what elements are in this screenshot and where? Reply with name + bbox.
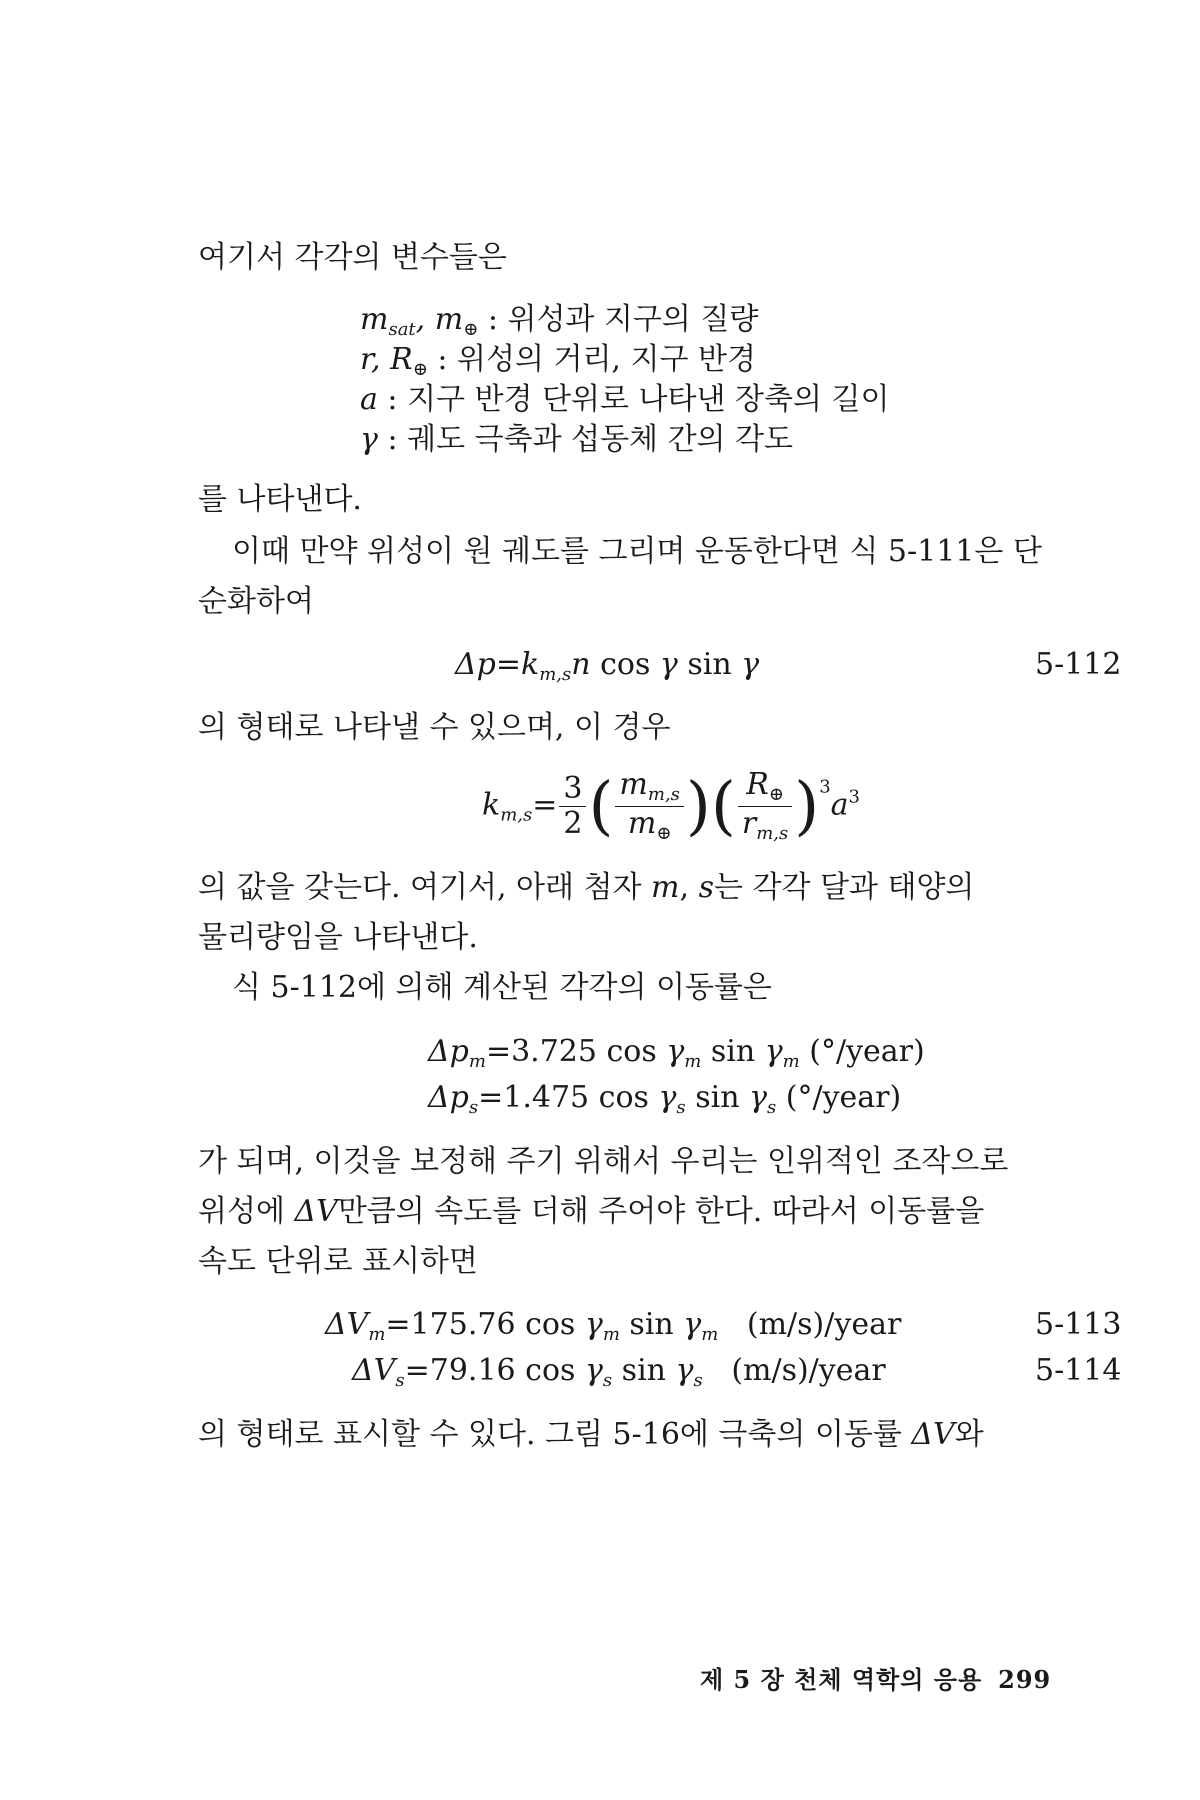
equation-dpm: $\Delta p_m=3.725$ $\cos \gamma_m$ $\sin \gamma_m$ (°/year) (428, 1034, 925, 1072)
paragraph-figure-reference: 의 형태로 표시할 수 있다. 그림 5-16에 극축의 이동률 ΔV와 (198, 1417, 984, 1452)
equation-kms: $k_{m,s}=$ $\frac{3}{2}$ ( $\frac{m_{m,s}}{m_\oplus}$ )( $\frac{R_\oplus}{r_{m,s}}$ )$^3a^3$ (482, 767, 860, 844)
paragraph-correction: 가 되며, 이것을 보정해 주기 위해서 우리는 인위적인 조작으로 (198, 1144, 1009, 1179)
page-number: 299 (998, 1665, 1052, 1694)
paragraph-form: 의 형태로 나타낼 수 있으며, 이 경우 (198, 710, 671, 745)
definition-radius (360, 342, 756, 380)
equation-number-5-113: 5-113 (1035, 1307, 1122, 1342)
equation-5-113: $\Delta V_m=175.76$ $\cos \gamma_m$ $\sin \gamma_m$ (m/s)/year (325, 1307, 902, 1345)
paragraph-rates: 식 5-112에 의해 계산된 각각의 이동률은 (232, 970, 772, 1005)
paragraph-simplify: 순화하여 (198, 584, 314, 619)
definition-text: : 지구 반경 단위로 나타낸 장축의 길이 (377, 382, 890, 417)
definition-angle (360, 422, 794, 457)
definition-text: : 궤도 극축과 섭동체 간의 각도 (377, 422, 794, 457)
fraction-mass-ratio: $\frac{m_{m,s}}{m_\oplus}$ (615, 770, 683, 843)
definition-symbol: a (360, 382, 378, 417)
definition-text: : 위성의 거리, 지구 반경 (427, 342, 756, 377)
paragraph-velocity: 위성에 ΔV만큼의 속도를 더해 주어야 한다. 따라서 이동률을 (198, 1194, 985, 1229)
paragraph-represents: 를 나타낸다. (198, 482, 362, 517)
definition-mass (360, 302, 759, 340)
paragraph-circular-orbit: 이때 만약 위성이 원 궤도를 그리며 운동한다면 식 5-111은 단 (232, 534, 1042, 569)
paragraph-intro: 여기서 각각의 변수들은 (198, 240, 507, 275)
equation-dps: $\Delta p_s=1.475$ $\cos \gamma_s$ $\sin \gamma_s$ (°/year) (428, 1080, 902, 1118)
definition-symbol: r, $R_\oplus$ (360, 342, 428, 380)
equation-5-114: $\Delta V_s=79.16$ $\cos \gamma_s$ $\sin \gamma_s$ (m/s)/year (352, 1353, 886, 1391)
paragraph-units: 속도 단위로 표시하면 (198, 1244, 478, 1279)
definition-semimajor (360, 382, 890, 417)
equation-5-112: $\Delta p=k_{m,s}n$ cos γ sin γ (455, 647, 760, 685)
fraction-radius-ratio: $\frac{R_\oplus}{r_{m,s}}$ (738, 770, 792, 843)
page-footer (700, 1660, 1051, 1695)
definition-text: : 위성과 지구의 질량 (478, 302, 759, 337)
equation-number-5-112: 5-112 (1035, 647, 1122, 682)
fraction-coefficient: $\frac{3}{2}$ (559, 774, 586, 839)
paragraph-physical-quantity: 물리량임을 나타낸다. (198, 920, 478, 955)
chapter-title: 제 5 장 천체 역학의 응용 (700, 1665, 983, 1694)
definition-symbol: γ (360, 422, 378, 457)
paragraph-value: 의 값을 갖는다. 여기서, 아래 첨자 m, s는 각각 달과 태양의 (198, 870, 975, 905)
definition-symbol: $m_{sat}$, $m_\oplus$ (360, 302, 479, 340)
equation-number-5-114: 5-114 (1035, 1353, 1122, 1388)
